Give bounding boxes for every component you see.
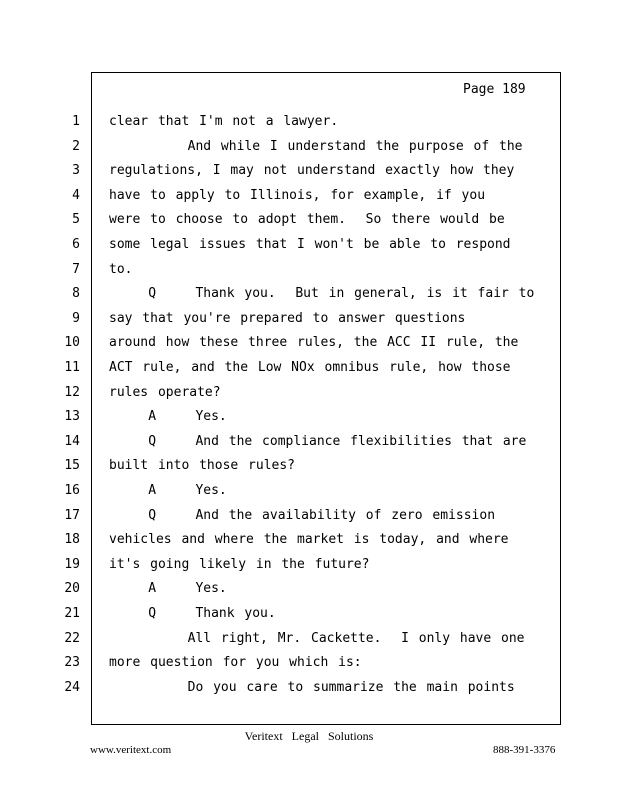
line-number: 14: [64, 434, 80, 449]
line-number: 2: [72, 139, 80, 154]
line-text: have to apply to Illinois, for example, if you: [109, 188, 486, 203]
line-text: rules operate?: [109, 385, 221, 400]
line-number: 17: [64, 508, 80, 523]
line-number: 22: [64, 631, 80, 646]
line-number: 16: [64, 483, 80, 498]
line-number: 8: [72, 286, 80, 301]
line-text: Do you care to summarize the main points: [109, 680, 515, 695]
line-text: Q Thank you. But in general, is it fair to: [109, 286, 535, 301]
page-number: Page 189: [463, 82, 526, 97]
line-number: 4: [72, 188, 80, 203]
line-text: more question for you which is:: [109, 655, 362, 670]
line-number: 13: [64, 409, 80, 424]
line-number: 24: [64, 680, 80, 695]
line-text: A Yes.: [109, 483, 227, 498]
line-number: 21: [64, 606, 80, 621]
line-text: were to choose to adopt them. So there would be: [109, 212, 505, 227]
line-number: 12: [64, 385, 80, 400]
line-text: it's going likely in the future?: [109, 557, 370, 572]
line-number: 15: [64, 458, 80, 473]
line-number: 23: [64, 655, 80, 670]
line-text: A Yes.: [109, 409, 227, 424]
line-text: clear that I'm not a lawyer.: [109, 114, 339, 129]
line-number: 1: [72, 114, 80, 129]
footer-website: www.veritext.com: [90, 744, 172, 756]
line-number: 11: [64, 360, 80, 375]
line-text: some legal issues that I won't be able to respond: [109, 237, 511, 252]
line-number: 3: [72, 163, 80, 178]
line-text: Q And the availability of zero emission: [109, 508, 496, 523]
footer-phone: 888-391-3376: [493, 744, 556, 756]
line-number: 5: [72, 212, 80, 227]
line-text: say that you're prepared to answer questions: [109, 311, 466, 326]
line-text: And while I understand the purpose of the: [109, 139, 523, 154]
footer-company: Veritext Legal Solutions: [244, 729, 374, 743]
line-number: 10: [64, 335, 80, 350]
line-number: 18: [64, 532, 80, 547]
line-number: 9: [72, 311, 80, 326]
line-text: A Yes.: [109, 581, 227, 596]
line-number: 20: [64, 581, 80, 596]
line-number: 7: [72, 262, 80, 277]
line-number: 6: [72, 237, 80, 252]
line-text: Q Thank you.: [109, 606, 276, 621]
line-text: All right, Mr. Cackette. I only have one: [109, 631, 525, 646]
line-text: to.: [109, 262, 133, 277]
line-number: 19: [64, 557, 80, 572]
line-text: around how these three rules, the ACC II rule, the: [109, 335, 519, 350]
line-text: vehicles and where the market is today, and where: [109, 532, 509, 547]
line-text: built into those rules?: [109, 458, 296, 473]
line-text: ACT rule, and the Low NOx omnibus rule, how those: [109, 360, 511, 375]
line-text: Q And the compliance flexibilities that are: [109, 434, 527, 449]
line-text: regulations, I may not understand exactly how they: [109, 163, 515, 178]
